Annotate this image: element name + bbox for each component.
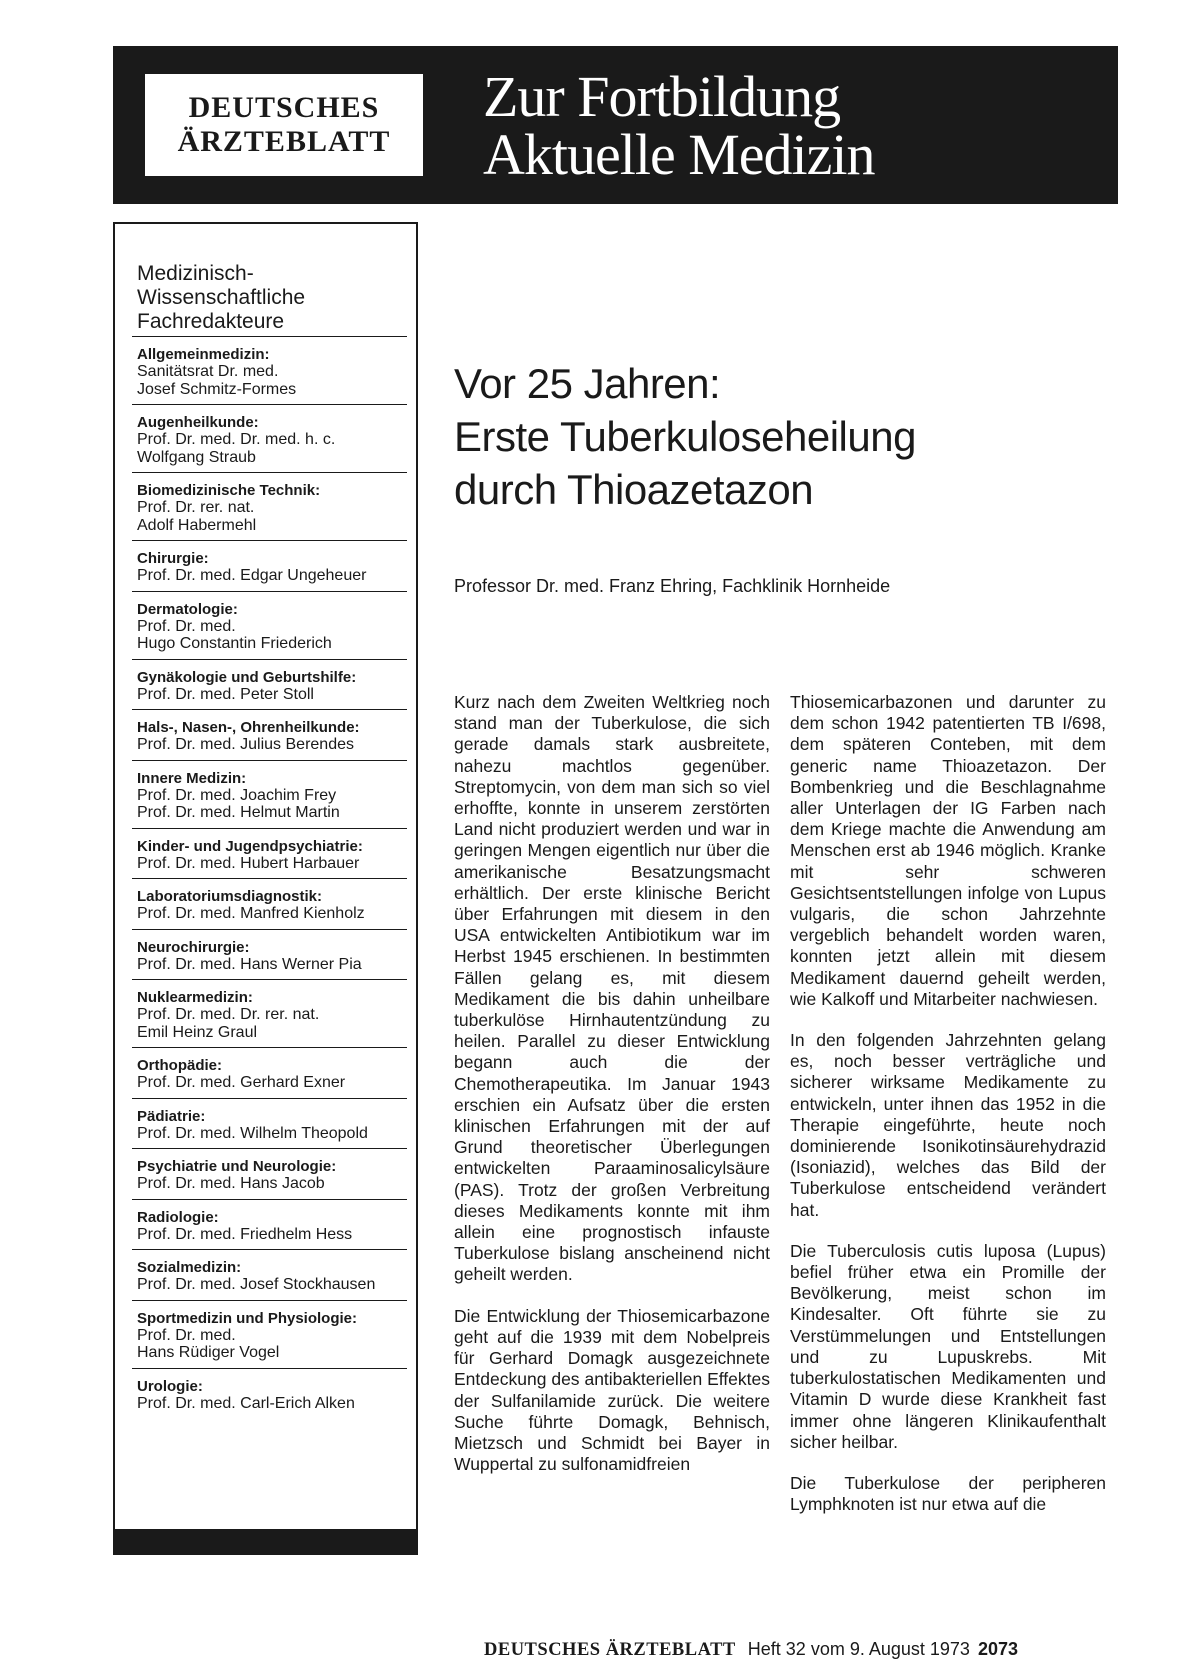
editor-section — [132, 760, 407, 828]
sidebar-heading-line-1: Medizinisch- — [137, 262, 254, 285]
editor-section — [132, 336, 407, 404]
page-footer — [484, 1638, 1114, 1661]
editor-name: Prof. Dr. med. Wilhelm Theopold — [137, 1124, 368, 1142]
editor-field: Sportmedizin und Physiologie: — [137, 1309, 358, 1327]
editor-section — [132, 1199, 407, 1250]
article-paragraph: Die Tuberculosis cutis luposa (Lupus) befiel früher etwa ein Promille der Bevölkerung, meist schon im Kindesalter. Oft führte sie zu Verstümmelungen und Entstellungen und zu Lupuskrebs. Mit tuberkulostatischen Medikamenten und Vitamin D wurde diese Krankheit fast immer ohne längeren Klinikaufenthalt sicher heilbar. — [790, 1240, 1106, 1452]
headline-line-3: durch Thioazetazon — [454, 466, 814, 513]
editor-field: Allgemeinmedizin: — [137, 346, 270, 363]
article-paragraph: Thiosemicarbazonen und darunter zu dem schon 1942 patentierten TB I/698, dem späteren Conteben, mit dem generic name Thioazetazon. Der Bombenkrieg und die Beschlagnahme aller Unterlagen der IG Farben nach dem Kriege machte die Anwendung am Menschen erst ab 1946 möglich. Kranke mit sehr schweren Gesichtsentstellungen infolge von Lupus vulgaris, die schon Jahrzehnte vergeblich behandelt worden waren, konnten jetzt allein mit diesem Medikament dauernd geheilt werden, wie Kalkoff und Mitarbeiter nachwiesen. — [790, 692, 1106, 1009]
editors-sidebar — [113, 222, 418, 1555]
editor-field: Psychiatrie und Neurologie: — [137, 1158, 337, 1175]
editor-name: Prof. Dr. med. Julius Berendes — [137, 736, 354, 753]
editor-field: Augenheilkunde: — [137, 414, 259, 431]
editor-list — [132, 336, 407, 1418]
editor-field: Nuklearmedizin: — [137, 989, 253, 1006]
article-headline — [454, 357, 1114, 516]
editor-name: Prof. Dr. med. Carl-Erich Alken — [137, 1394, 355, 1412]
editor-name: Josef Schmitz-Formes — [137, 380, 297, 398]
editor-field: Dermatologie: — [137, 600, 238, 618]
editor-name: Prof. Dr. med. Helmut Martin — [137, 804, 340, 821]
editor-section — [132, 1047, 407, 1098]
article-column-right — [790, 692, 1106, 1535]
editor-name: Prof. Dr. med. Hubert Harbauer — [137, 854, 360, 872]
editor-field: Pädiatrie: — [137, 1107, 206, 1125]
logo-line-2: ÄRZTEBLATT — [177, 125, 391, 158]
editor-section — [132, 878, 407, 929]
editor-name: Prof. Dr. med. Hans Werner Pia — [137, 955, 362, 973]
editor-name: Prof. Dr. med. Hans Jacob — [137, 1175, 325, 1192]
editor-field: Orthopädie: — [137, 1057, 222, 1074]
editor-section — [132, 1098, 407, 1149]
editor-field: Laboratoriumsdiagnostik: — [137, 888, 323, 905]
editor-name: Prof. Dr. med. Dr. med. h. c. — [137, 431, 336, 448]
article-paragraph: Kurz nach dem Zweiten Weltkrieg noch stand man der Tuberkulose, die sich gerade damals stark ausbreitete, nahezu machtlos gegenüber. Streptomycin, von dem man sich so viel erhoffte, konnte in unserem zerstörten Land nicht produziert werden und war in geringen Mengen eigentlich nur über die amerikanische Besatzungsmacht erhältlich. Der erste klinische Bericht über Erfahrungen mit diesem in den USA entwickelten Antibiotikum war im Herbst 1945 erschienen. In bestimmten Fällen gelang es, mit diesem Medikament die bis dahin unheilbare tuberkulöse Hirnhautentzündung zu heilen. Parallel zu dieser Entwicklung begann auch die der Chemotherapeutika. Im Januar 1943 erschien ein Aufsatz über die ersten klinischen Erfahrungen mit der auf Grund theoretischer Überlegungen entwickelten Paraaminosalicylsäure (PAS). Trotz der großen Verbreitung dieses Medikaments konnte mit ihm allein eine prognostisch infauste Tuberkulose bislang anscheinend nicht geheilt werden. — [454, 692, 770, 1285]
section-title — [483, 64, 1103, 187]
editor-field: Neurochirurgie: — [137, 938, 250, 956]
headline-line-2: Erste Tuberkuloseheilung — [454, 413, 916, 460]
editor-name: Prof. Dr. med. Friedhelm Hess — [137, 1225, 353, 1243]
editor-field: Urologie: — [137, 1377, 203, 1395]
footer-issue: Heft 32 vom 9. August 1973 — [747, 1639, 970, 1659]
editor-name: Prof. Dr. med. — [137, 1326, 236, 1344]
editor-field: Chirurgie: — [137, 550, 209, 567]
editor-name: Adolf Habermehl — [137, 516, 257, 534]
section-title-line-1: Zur Fortbildung — [483, 64, 841, 129]
editor-name: Prof. Dr. med. Josef Stockhausen — [137, 1276, 376, 1293]
editor-field: Kinder- und Jugendpsychiatrie: — [137, 837, 363, 855]
page-number: 2073 — [977, 1639, 1018, 1659]
editor-section — [132, 1368, 407, 1419]
editor-name: Sanitätsrat Dr. med. — [137, 363, 279, 380]
sidebar-heading — [137, 262, 397, 334]
headline-line-1: Vor 25 Jahren: — [454, 360, 721, 407]
journal-logo — [143, 72, 425, 178]
editor-section — [132, 929, 407, 980]
editor-name: Prof. Dr. med. Dr. rer. nat. — [137, 1006, 320, 1023]
editor-name: Prof. Dr. med. Peter Stoll — [137, 685, 314, 703]
masthead-bar — [113, 46, 1118, 204]
editor-section — [132, 540, 407, 591]
editor-section — [132, 659, 407, 710]
editor-section — [132, 404, 407, 472]
section-title-line-2: Aktuelle Medizin — [483, 122, 875, 187]
editor-name: Hugo Constantin Friederich — [137, 635, 332, 652]
editor-field: Gynäkologie und Geburtshilfe: — [137, 668, 357, 686]
editor-name: Emil Heinz Graul — [137, 1023, 258, 1041]
sidebar-heading-line-2: Wissenschaftliche — [137, 286, 306, 309]
editor-section — [132, 1148, 407, 1199]
editor-name: Prof. Dr. rer. nat. — [137, 499, 255, 516]
editor-name: Prof. Dr. med. Gerhard Exner — [137, 1074, 346, 1091]
editor-section — [132, 1300, 407, 1368]
article-paragraph: In den folgenden Jahrzehnten gelang es, noch besser verträgliche und sicherer wirksame Medikamente zu entwickeln, unter ihnen das 1952 in die Therapie eingeführte, heute noch dominierende Isonikotinsäurehydrazid (Isoniazid), welches das Bild der Tuberkulose entscheidend verändert hat. — [790, 1030, 1106, 1220]
editor-field: Biomedizinische Technik: — [137, 482, 321, 499]
footer-journal-name: DEUTSCHES ÄRZTEBLATT — [484, 1640, 736, 1660]
logo-line-1: DEUTSCHES — [188, 91, 380, 124]
editor-section — [132, 709, 407, 760]
article-byline: Professor Dr. med. Franz Ehring, Fachklinik Hornheide — [454, 576, 891, 596]
editor-field: Sozialmedizin: — [137, 1259, 242, 1276]
article-column-left — [454, 692, 770, 1495]
editor-section — [132, 591, 407, 659]
editor-section — [132, 1249, 407, 1300]
editor-name: Prof. Dr. med. Edgar Ungeheuer — [137, 567, 367, 584]
editor-name: Prof. Dr. med. Manfred Kienholz — [137, 905, 365, 922]
article-paragraph: Die Tuberkulose der peripheren Lymphknoten ist nur etwa auf die — [790, 1472, 1106, 1515]
editor-name: Prof. Dr. med. — [137, 617, 236, 635]
article-paragraph: Die Entwicklung der Thiosemicarbazone geht auf die 1939 mit dem Nobelpreis für Gerhard Domagk ausgezeichnete Entdeckung des antibakteriellen Effektes der Sulfanilamide zurück. Die weitere Suche führte Domagk, Behnisch, Mietzsch und Schmidt bei Bayer in Wuppertal zu sulfonamidfreien — [454, 1305, 770, 1475]
editor-section — [132, 979, 407, 1047]
editor-section — [132, 472, 407, 540]
editor-name: Hans Rüdiger Vogel — [137, 1344, 280, 1361]
editor-name: Prof. Dr. med. Joachim Frey — [137, 786, 337, 804]
editor-field: Hals-, Nasen-, Ohrenheilkunde: — [137, 719, 360, 736]
sidebar-heading-line-3: Fachredakteure — [137, 310, 285, 333]
editor-section — [132, 828, 407, 879]
editor-field: Innere Medizin: — [137, 769, 247, 787]
editor-name: Wolfgang Straub — [137, 448, 256, 466]
editor-field: Radiologie: — [137, 1208, 219, 1226]
